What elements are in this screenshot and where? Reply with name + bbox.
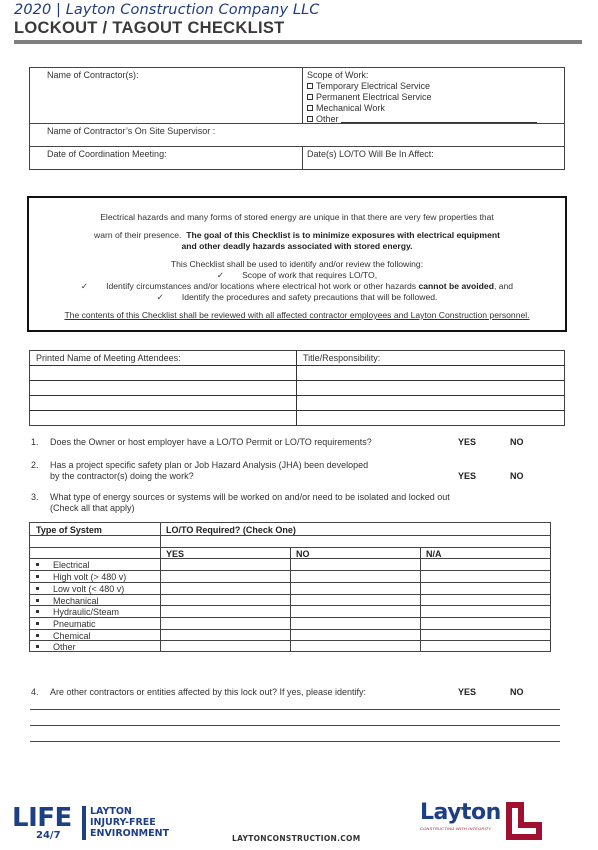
answer-line[interactable] — [30, 741, 560, 742]
system-row-electrical[interactable]: Electrical — [36, 560, 90, 570]
question-2-number: 2. — [31, 460, 39, 470]
bullet-icon — [36, 634, 39, 637]
checkbox-icon[interactable] — [307, 105, 313, 111]
system-row-chemical[interactable]: Chemical — [36, 631, 91, 641]
question-4-text: Are other contractors or entities affected by this lock out? If yes, please identify: — [50, 687, 366, 697]
goal-statement-line-2: and other deadly hazards associated with stored energy. — [181, 241, 413, 251]
answer-line[interactable] — [30, 725, 560, 726]
purpose-item-procedures: ✓ Identify the procedures and safety precautions that will be followed. — [156, 292, 438, 302]
question-1-yes[interactable]: YES — [458, 437, 477, 447]
system-row-mechanical[interactable]: Mechanical — [36, 596, 99, 606]
question-2-yes[interactable]: YES — [458, 471, 477, 481]
answer-line[interactable] — [30, 709, 560, 710]
scope-option-permanent[interactable]: Permanent Electrical Service — [307, 92, 432, 102]
scope-option-other[interactable]: Other — [307, 114, 537, 124]
layton-tagline: CONSTRUCTING WITH INTEGRITY — [420, 826, 492, 831]
company-heading: 2020 | Layton Construction Company LLC — [14, 2, 320, 18]
scope-option-temporary[interactable]: Temporary Electrical Service — [307, 81, 430, 91]
attendee-name-header: Printed Name of Meeting Attendees: — [36, 353, 181, 363]
title-divider — [14, 40, 582, 44]
system-row-low-volt[interactable]: Low volt (< 480 v) — [36, 584, 124, 594]
bullet-icon — [36, 587, 39, 590]
goal-statement-line: warn of their presence. The goal of this Checklist is to minimize exposures with electrical equipment — [94, 230, 500, 240]
bullet-icon — [36, 610, 39, 613]
layton-logo — [420, 800, 544, 840]
checkbox-icon[interactable] — [307, 83, 313, 89]
life-247-logo — [12, 803, 170, 841]
question-1-number: 1. — [31, 437, 39, 447]
scope-label: Scope of Work: — [307, 70, 369, 80]
system-row-high-volt[interactable]: High volt (> 480 v) — [36, 572, 126, 582]
layton-wordmark: Layton — [420, 800, 501, 825]
yes-column-header: YES — [166, 549, 185, 559]
supervisor-name-field[interactable]: Name of Contractor’s On Site Supervisor : — [47, 126, 216, 136]
system-row-other[interactable]: Other — [36, 642, 76, 652]
life-wordmark: LIFE — [12, 803, 72, 833]
question-2-text: Has a project specific safety plan or Job Hazard Analysis (JHA) been developed — [50, 460, 369, 470]
bullet-icon — [36, 622, 39, 625]
website-link[interactable]: LAYTONCONSTRUCTION.COM — [232, 834, 361, 843]
page-title: LOCKOUT / TAGOUT CHECKLIST — [14, 19, 285, 37]
loto-required-header: LO/TO Required? (Check One) — [166, 525, 296, 535]
checkmark-icon: ✓ — [216, 270, 225, 280]
loto-dates-field[interactable]: Date(s) LO/TO Will Be In Affect: — [307, 149, 434, 159]
question-4-no[interactable]: NO — [510, 687, 524, 697]
system-type-header: Type of System — [36, 525, 102, 535]
question-2-text-line-2: by the contractor(s) doing the work? — [50, 471, 194, 481]
meeting-date-field[interactable]: Date of Coordination Meeting: — [47, 149, 167, 159]
logo-divider — [82, 806, 86, 840]
question-4-yes[interactable]: YES — [458, 687, 477, 697]
other-input-line[interactable] — [341, 115, 537, 123]
contractor-name-field[interactable]: Name of Contractor(s): — [47, 70, 139, 80]
system-row-hydraulic[interactable]: Hydraulic/Steam — [36, 607, 119, 617]
life-tagline: LAYTON INJURY-FREE ENVIRONMENT — [90, 806, 170, 839]
attendee-title-header: Title/Responsibility: — [303, 353, 381, 363]
layton-mark-icon — [506, 802, 542, 840]
bullet-icon — [36, 645, 39, 648]
question-1-no[interactable]: NO — [510, 437, 524, 447]
checkmark-icon: ✓ — [80, 281, 89, 291]
life-247-label: 24/7 — [36, 830, 61, 841]
question-1-text: Does the Owner or host employer have a LO/TO Permit or LO/TO requirements? — [50, 437, 372, 447]
question-3-text: What type of energy sources or systems will be worked on and/or need to be isolated and locked out — [50, 492, 450, 502]
purpose-item-scope: ✓ Scope of work that requires LO/TO, — [216, 270, 378, 280]
checkmark-icon: ✓ — [156, 292, 164, 302]
goal-statement-box — [27, 196, 567, 332]
bullet-icon — [36, 563, 39, 566]
checkbox-icon[interactable] — [307, 94, 313, 100]
bullet-icon — [36, 575, 39, 578]
purpose-item-circumstances: ✓ Identify circumstances and/or locations where electrical hot work or other hazards cannot be avoided, and — [80, 281, 514, 291]
checkbox-icon[interactable] — [307, 116, 313, 122]
question-4-number: 4. — [31, 687, 39, 697]
question-3-number: 3. — [31, 492, 39, 502]
scope-option-mechanical[interactable]: Mechanical Work — [307, 103, 385, 113]
bullet-icon — [36, 599, 39, 602]
goal-intro-text: Electrical hazards and many forms of stored energy are unique in that there are very few properties that — [100, 212, 494, 222]
no-column-header: NO — [296, 549, 310, 559]
checklist-purpose-text: This Checklist shall be used to identify and/or review the following: — [170, 259, 424, 269]
question-3-text-line-2: (Check all that apply) — [50, 503, 135, 513]
review-requirement-text: The contents of this Checklist shall be reviewed with all affected contractor employees and Layton Construction personnel. — [64, 310, 530, 320]
na-column-header: N/A — [426, 549, 442, 559]
system-row-pneumatic[interactable]: Pneumatic — [36, 619, 96, 629]
question-2-no[interactable]: NO — [510, 471, 524, 481]
